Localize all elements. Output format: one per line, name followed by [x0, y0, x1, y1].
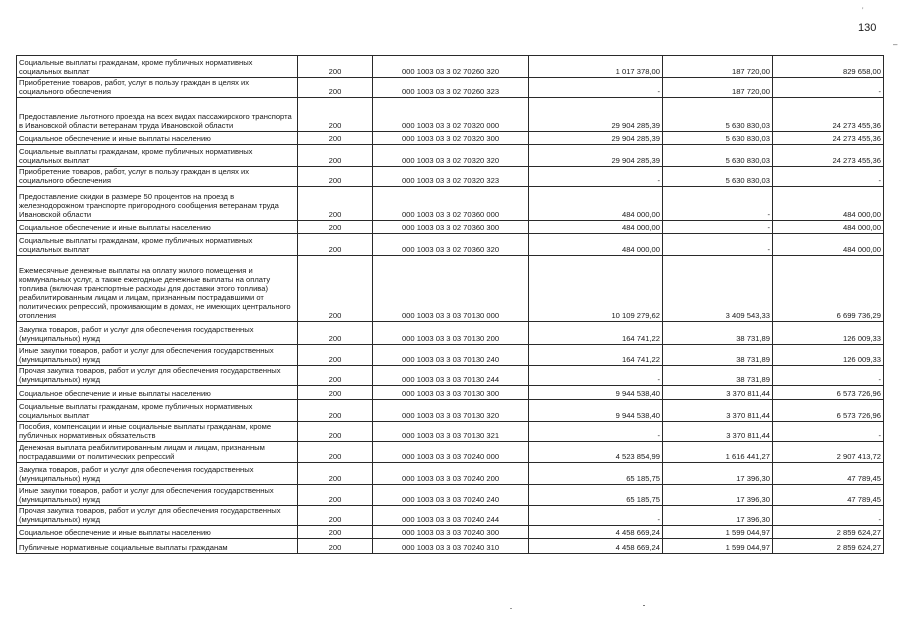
row-name-cell: Пособия, компенсации и иные социальные выплаты гражданам, кроме публичных нормативных обязательств: [17, 422, 298, 442]
row-executed-cell: 187 720,00: [663, 78, 773, 98]
row-admin-code-cell: 200: [298, 98, 373, 132]
row-name-cell: Публичные нормативные социальные выплаты гражданам: [17, 539, 298, 554]
row-executed-cell: 5 630 830,03: [663, 132, 773, 145]
row-admin-code-cell: 200: [298, 78, 373, 98]
budget-execution-table: [16, 55, 884, 554]
page-number: 130: [858, 22, 877, 34]
row-approved-cell: 65 185,75: [529, 463, 663, 485]
row-executed-cell: 3 370 811,44: [663, 400, 773, 422]
row-approved-cell: 10 109 279,62: [529, 256, 663, 322]
table-row: [17, 187, 884, 221]
table-row: [17, 400, 884, 422]
row-unexecuted-cell: 2 907 413,72: [773, 442, 884, 463]
row-approved-cell: 484 000,00: [529, 221, 663, 234]
row-admin-code-cell: 200: [298, 221, 373, 234]
table-row: [17, 145, 884, 167]
table-row: [17, 98, 884, 132]
row-admin-code-cell: 200: [298, 256, 373, 322]
table-row: [17, 539, 884, 554]
row-unexecuted-cell: -: [773, 506, 884, 526]
row-budget-code-cell: 000 1003 03 3 02 70360 000: [373, 187, 529, 221]
row-name-cell: Социальное обеспечение и иные выплаты населению: [17, 526, 298, 539]
table-row: [17, 506, 884, 526]
table-row: [17, 78, 884, 98]
row-unexecuted-cell: 6 573 726,96: [773, 400, 884, 422]
table-row: [17, 526, 884, 539]
row-unexecuted-cell: -: [773, 78, 884, 98]
row-executed-cell: 5 630 830,03: [663, 98, 773, 132]
row-executed-cell: -: [663, 187, 773, 221]
scan-speck: [643, 605, 645, 606]
row-budget-code-cell: 000 1003 03 3 03 70130 321: [373, 422, 529, 442]
row-approved-cell: -: [529, 167, 663, 187]
row-name-cell: Ежемесячные денежные выплаты на оплату жилого помещения и коммунальных услуг, а также ежегодные денежные выплаты на оплату топлива (включая транспортные расходы для доставки этого топлива) реабилитированным лицам и лицам, признанным пострадавшими от политических репрессий, проживающим в домах, не имеющих центрального отопления: [17, 256, 298, 322]
row-unexecuted-cell: 24 273 455,36: [773, 98, 884, 132]
row-executed-cell: -: [663, 234, 773, 256]
row-admin-code-cell: 200: [298, 366, 373, 386]
row-executed-cell: 3 370 811,44: [663, 422, 773, 442]
row-admin-code-cell: 200: [298, 187, 373, 221]
row-name-cell: Прочая закупка товаров, работ и услуг для обеспечения государственных (муниципальных) нужд: [17, 506, 298, 526]
row-admin-code-cell: 200: [298, 386, 373, 400]
scan-dash: –: [893, 40, 898, 49]
row-name-cell: Денежная выплата реабилитированным лицам и лицам, признанным пострадавшими от политических репрессий: [17, 442, 298, 463]
row-unexecuted-cell: 24 273 455,36: [773, 145, 884, 167]
row-name-cell: Иные закупки товаров, работ и услуг для обеспечения государственных (муниципальных) нужд: [17, 345, 298, 366]
row-name-cell: Иные закупки товаров, работ и услуг для обеспечения государственных (муниципальных) нужд: [17, 485, 298, 506]
row-executed-cell: 3 409 543,33: [663, 256, 773, 322]
row-budget-code-cell: 000 1003 03 3 03 70240 200: [373, 463, 529, 485]
row-approved-cell: -: [529, 366, 663, 386]
row-name-cell: Социальное обеспечение и иные выплаты населению: [17, 221, 298, 234]
row-budget-code-cell: 000 1003 03 3 03 70130 300: [373, 386, 529, 400]
table-row: [17, 221, 884, 234]
table-row: [17, 463, 884, 485]
table-row: [17, 442, 884, 463]
row-unexecuted-cell: 47 789,45: [773, 463, 884, 485]
row-budget-code-cell: 000 1003 03 3 03 70240 300: [373, 526, 529, 539]
row-budget-code-cell: 000 1003 03 3 03 70130 200: [373, 322, 529, 345]
row-budget-code-cell: 000 1003 03 3 03 70240 000: [373, 442, 529, 463]
row-admin-code-cell: 200: [298, 526, 373, 539]
row-name-cell: Социальное обеспечение и иные выплаты населению: [17, 386, 298, 400]
row-unexecuted-cell: 2 859 624,27: [773, 526, 884, 539]
row-unexecuted-cell: 484 000,00: [773, 234, 884, 256]
row-budget-code-cell: 000 1003 03 3 02 70320 300: [373, 132, 529, 145]
row-name-cell: Социальные выплаты гражданам, кроме публичных нормативных социальных выплат: [17, 145, 298, 167]
row-budget-code-cell: 000 1003 03 3 02 70320 320: [373, 145, 529, 167]
row-unexecuted-cell: 6 573 726,96: [773, 386, 884, 400]
row-admin-code-cell: 200: [298, 422, 373, 442]
row-unexecuted-cell: 484 000,00: [773, 187, 884, 221]
row-executed-cell: 38 731,89: [663, 366, 773, 386]
row-executed-cell: 5 630 830,03: [663, 145, 773, 167]
table-row: [17, 485, 884, 506]
table-row: [17, 132, 884, 145]
row-admin-code-cell: 200: [298, 167, 373, 187]
row-executed-cell: 17 396,30: [663, 485, 773, 506]
row-budget-code-cell: 000 1003 03 3 02 70360 300: [373, 221, 529, 234]
row-executed-cell: -: [663, 221, 773, 234]
row-approved-cell: 4 458 669,24: [529, 526, 663, 539]
row-budget-code-cell: 000 1003 03 3 03 70130 244: [373, 366, 529, 386]
row-budget-code-cell: 000 1003 03 3 03 70130 320: [373, 400, 529, 422]
row-executed-cell: 38 731,89: [663, 345, 773, 366]
row-approved-cell: 4 523 854,99: [529, 442, 663, 463]
row-admin-code-cell: 200: [298, 539, 373, 554]
row-name-cell: Предоставление скидки в размере 50 процентов на проезд в железнодорожном транспорте пригородного сообщения ветеранам труда Ивановской области: [17, 187, 298, 221]
row-admin-code-cell: 200: [298, 145, 373, 167]
row-admin-code-cell: 200: [298, 56, 373, 78]
row-approved-cell: 1 017 378,00: [529, 56, 663, 78]
row-name-cell: Социальное обеспечение и иные выплаты населению: [17, 132, 298, 145]
row-unexecuted-cell: 6 699 736,29: [773, 256, 884, 322]
row-name-cell: Приобретение товаров, работ, услуг в пользу граждан в целях их социального обеспечения: [17, 78, 298, 98]
row-executed-cell: 38 731,89: [663, 322, 773, 345]
row-approved-cell: -: [529, 506, 663, 526]
row-budget-code-cell: 000 1003 03 3 02 70260 320: [373, 56, 529, 78]
scan-speck: [510, 608, 512, 609]
row-admin-code-cell: 200: [298, 400, 373, 422]
table-row: [17, 167, 884, 187]
table-row: [17, 422, 884, 442]
table-row: [17, 345, 884, 366]
row-approved-cell: 29 904 285,39: [529, 98, 663, 132]
row-executed-cell: 3 370 811,44: [663, 386, 773, 400]
row-budget-code-cell: 000 1003 03 3 03 70240 310: [373, 539, 529, 554]
row-executed-cell: 17 396,30: [663, 506, 773, 526]
row-approved-cell: 9 944 538,40: [529, 386, 663, 400]
row-unexecuted-cell: -: [773, 366, 884, 386]
row-executed-cell: 1 599 044,97: [663, 526, 773, 539]
table-row: [17, 56, 884, 78]
table-row: [17, 386, 884, 400]
row-name-cell: Закупка товаров, работ и услуг для обеспечения государственных (муниципальных) нужд: [17, 463, 298, 485]
row-approved-cell: 29 904 285,39: [529, 132, 663, 145]
row-approved-cell: 484 000,00: [529, 234, 663, 256]
row-budget-code-cell: 000 1003 03 3 02 70260 323: [373, 78, 529, 98]
row-name-cell: Приобретение товаров, работ, услуг в пользу граждан в целях их социального обеспечения: [17, 167, 298, 187]
row-executed-cell: 1 616 441,27: [663, 442, 773, 463]
table-row: [17, 256, 884, 322]
row-admin-code-cell: 200: [298, 506, 373, 526]
table-body: [17, 56, 884, 554]
row-approved-cell: 65 185,75: [529, 485, 663, 506]
row-admin-code-cell: 200: [298, 485, 373, 506]
table-row: [17, 366, 884, 386]
row-admin-code-cell: 200: [298, 234, 373, 256]
row-executed-cell: 5 630 830,03: [663, 167, 773, 187]
row-unexecuted-cell: 126 009,33: [773, 345, 884, 366]
row-approved-cell: -: [529, 78, 663, 98]
row-budget-code-cell: 000 1003 03 3 03 70130 240: [373, 345, 529, 366]
row-name-cell: Закупка товаров, работ и услуг для обеспечения государственных (муниципальных) нужд: [17, 322, 298, 345]
row-admin-code-cell: 200: [298, 463, 373, 485]
row-budget-code-cell: 000 1003 03 3 02 70320 000: [373, 98, 529, 132]
row-approved-cell: -: [529, 422, 663, 442]
row-unexecuted-cell: -: [773, 167, 884, 187]
row-approved-cell: 164 741,22: [529, 345, 663, 366]
row-approved-cell: 9 944 538,40: [529, 400, 663, 422]
row-approved-cell: 29 904 285,39: [529, 145, 663, 167]
table-row: [17, 322, 884, 345]
row-budget-code-cell: 000 1003 03 3 02 70320 323: [373, 167, 529, 187]
row-unexecuted-cell: 484 000,00: [773, 221, 884, 234]
row-approved-cell: 164 741,22: [529, 322, 663, 345]
row-executed-cell: 17 396,30: [663, 463, 773, 485]
row-budget-code-cell: 000 1003 03 3 02 70360 320: [373, 234, 529, 256]
row-unexecuted-cell: 24 273 455,36: [773, 132, 884, 145]
row-name-cell: Социальные выплаты гражданам, кроме публичных нормативных социальных выплат: [17, 56, 298, 78]
row-budget-code-cell: 000 1003 03 3 03 70240 240: [373, 485, 529, 506]
row-budget-code-cell: 000 1003 03 3 03 70240 244: [373, 506, 529, 526]
row-unexecuted-cell: 2 859 624,27: [773, 539, 884, 554]
row-name-cell: Социальные выплаты гражданам, кроме публичных нормативных социальных выплат: [17, 400, 298, 422]
table-row: [17, 234, 884, 256]
row-unexecuted-cell: 126 009,33: [773, 322, 884, 345]
row-budget-code-cell: 000 1003 03 3 03 70130 000: [373, 256, 529, 322]
row-unexecuted-cell: 829 658,00: [773, 56, 884, 78]
scan-mark: ʼ: [862, 8, 864, 15]
row-name-cell: Предоставление льготного проезда на всех видах пассажирского транспорта в Ивановской области ветеранам труда Ивановской области: [17, 98, 298, 132]
row-name-cell: Социальные выплаты гражданам, кроме публичных нормативных социальных выплат: [17, 234, 298, 256]
row-unexecuted-cell: 47 789,45: [773, 485, 884, 506]
row-executed-cell: 1 599 044,97: [663, 539, 773, 554]
row-admin-code-cell: 200: [298, 132, 373, 145]
row-admin-code-cell: 200: [298, 345, 373, 366]
row-executed-cell: 187 720,00: [663, 56, 773, 78]
row-approved-cell: 4 458 669,24: [529, 539, 663, 554]
row-approved-cell: 484 000,00: [529, 187, 663, 221]
row-admin-code-cell: 200: [298, 442, 373, 463]
row-name-cell: Прочая закупка товаров, работ и услуг для обеспечения государственных (муниципальных) нужд: [17, 366, 298, 386]
row-admin-code-cell: 200: [298, 322, 373, 345]
row-unexecuted-cell: -: [773, 422, 884, 442]
